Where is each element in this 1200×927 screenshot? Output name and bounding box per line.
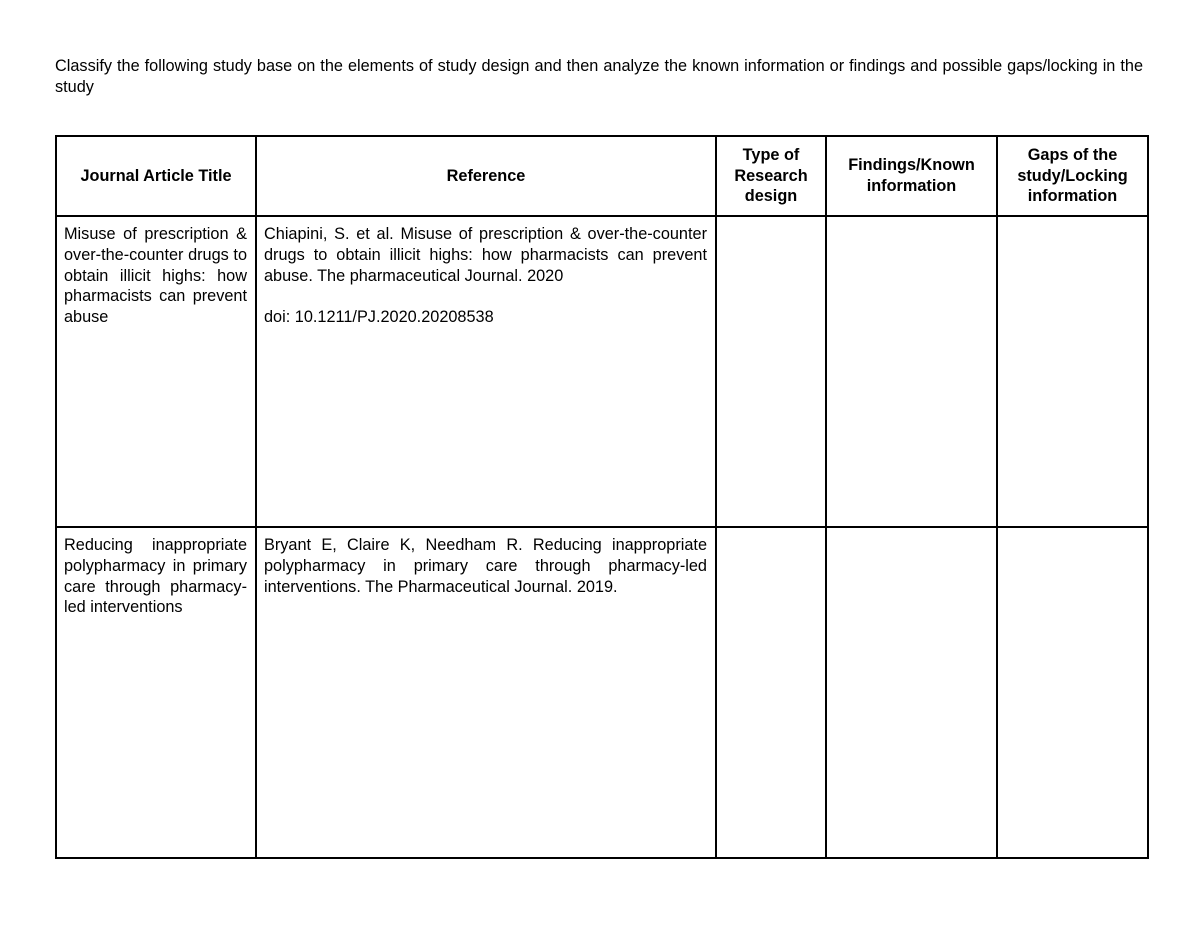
reference-cell bbox=[256, 527, 716, 858]
header-reference: Reference bbox=[256, 136, 716, 216]
findings-cell[interactable] bbox=[826, 216, 997, 527]
table-row bbox=[56, 216, 1148, 527]
gaps-cell[interactable] bbox=[997, 216, 1148, 527]
instructions-text: Classify the following study base on the elements of study design and then analyze the known information or findings and possible gaps/locking in the study bbox=[55, 57, 1143, 96]
reference-cell bbox=[256, 216, 716, 527]
doi-text: doi: 10.1211/PJ.2020.20208538 bbox=[264, 308, 494, 327]
research-design-cell[interactable] bbox=[716, 527, 826, 858]
study-classification-table bbox=[55, 135, 1149, 859]
table-row bbox=[56, 527, 1148, 858]
header-gaps: Gaps of the study/Locking information bbox=[997, 136, 1148, 216]
reference-text: Chiapini, S. et al. Misuse of prescription & over-the-counter drugs to obtain illicit highs: how pharmacists can prevent abuse. The pharmaceutical Journal. 2020 bbox=[264, 225, 707, 285]
findings-cell[interactable] bbox=[826, 527, 997, 858]
reference-text: Bryant E, Claire K, Needham R. Reducing inappropriate polypharmacy in primary care through pharmacy-led interventions. The Pharmaceutical Journal. 2019. bbox=[264, 536, 707, 596]
header-journal-article-title: Journal Article Title bbox=[56, 136, 256, 216]
header-type-of-research-design: Type of Research design bbox=[716, 136, 826, 216]
table-header-row bbox=[56, 136, 1148, 216]
article-title-cell: Reducing inappropriate polypharmacy in primary care through pharmacy-led interventions bbox=[56, 527, 256, 858]
research-design-cell[interactable] bbox=[716, 216, 826, 527]
gaps-cell[interactable] bbox=[997, 527, 1148, 858]
article-title-cell: Misuse of prescription & over-the-counter drugs to obtain illicit highs: how pharmacists can prevent abuse bbox=[56, 216, 256, 527]
header-findings: Findings/Known information bbox=[826, 136, 997, 216]
